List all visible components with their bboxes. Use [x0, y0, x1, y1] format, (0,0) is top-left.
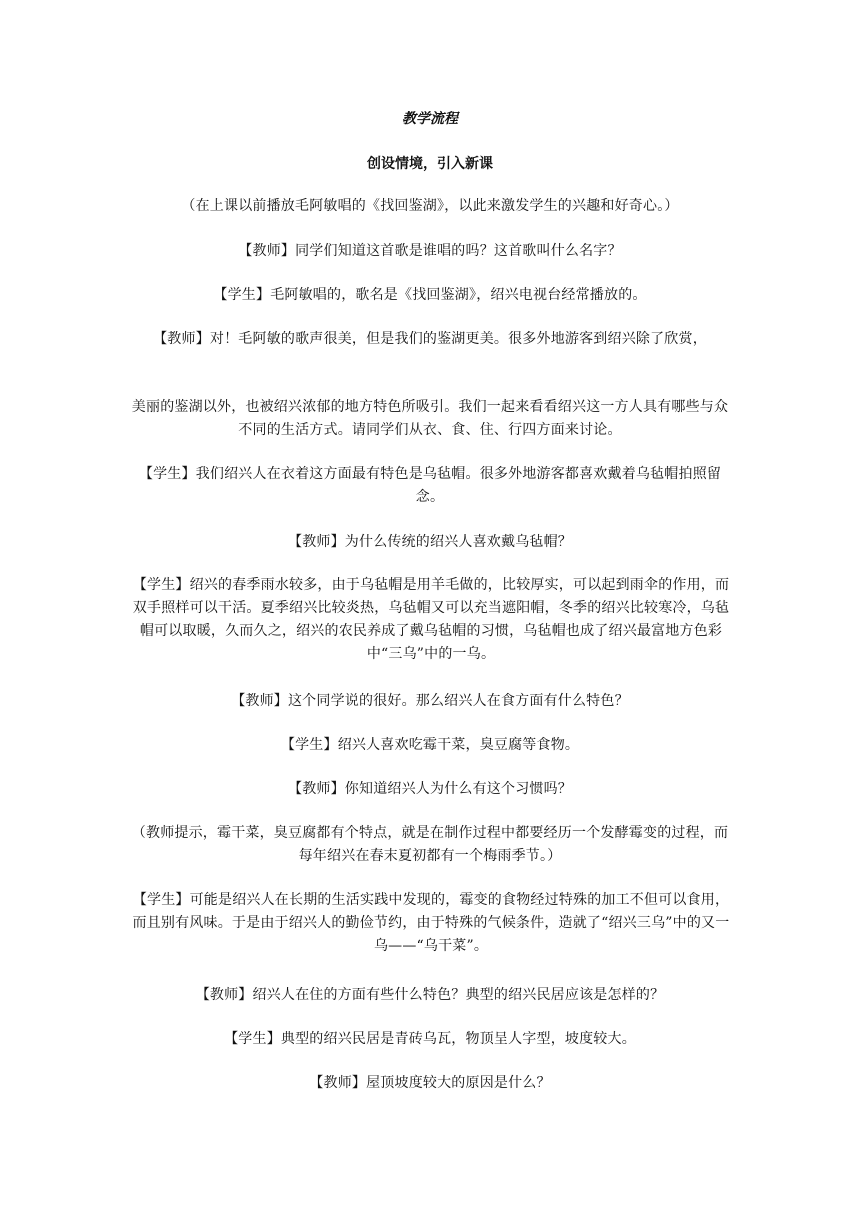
paragraph-teacher-2: 【教师】对！毛阿敏的歌声很美，但是我们的鉴湖更美。很多外地游客到绍兴除了欣赏， [153, 331, 707, 347]
paragraph-teacher-4: 【教师】这个同学说的很好。那么绍兴人在食方面有什么特色？ [231, 693, 629, 709]
paragraph-teacher-6: 【教师】绍兴人在住的方面有些什么特色？典型的绍兴民居应该是怎样的？ [195, 987, 665, 1003]
paragraph-teacher-7: 【教师】屋顶坡度较大的原因是什么？ [309, 1075, 551, 1091]
paragraph-student-1: 【学生】毛阿敏唱的，歌名是《找回鉴湖》，绍兴电视台经常播放的。 [213, 287, 647, 303]
paragraph-student-3: 【学生】绍兴的春季雨水较多，由于乌毡帽是用羊毛做的，比较厚实，可以起到雨伞的作用，而双手照样可以干活。夏季绍兴比较炎热，乌毡帽又可以充当遮阳帽，冬季的绍兴比较寒冷，乌毡帽可以取暖，久而久之，绍兴的农民养成了戴乌毡帽的习惯，乌毡帽也成了绍兴最富地方色彩中“三乌”中的一乌。 [132, 577, 730, 662]
paragraph-teacher-1: 【教师】同学们知道这首歌是谁唱的吗？这首歌叫什么名字？ [238, 243, 622, 259]
paragraph-intro-note: （在上课以前播放毛阿敏唱的《找回鉴湖》，以此来激发学生的兴趣和好奇心。） [181, 198, 679, 214]
paragraph-teacher-5: 【教师】你知道绍兴人为什么有这个习惯吗？ [288, 781, 572, 797]
paragraph-student-2: 【学生】我们绍兴人在衣着这方面最有特色是乌毡帽。很多外地游客都喜欢戴着乌毡帽拍照留念。 [138, 466, 722, 505]
section-heading: 创设情境，引入新课 [367, 156, 493, 172]
paragraph-student-5: 【学生】可能是绍兴人在长期的生活实践中发现的，霉变的食物经过特殊的加工不但可以食用，而且别有风味。于是由于绍兴人的勤俭节约，由于特殊的气候条件，造就了“绍兴三乌”中的又一乌——“乌干菜”。 [132, 892, 730, 954]
paragraph-student-4: 【学生】绍兴人喜欢吃霉干菜，臭豆腐等食物。 [280, 737, 580, 753]
document-title: 教学流程 [402, 111, 458, 127]
paragraph-student-6: 【学生】典型的绍兴民居是青砖乌瓦，物顶呈人字型，坡度较大。 [224, 1031, 636, 1047]
paragraph-teacher-hint: （教师提示，霉干菜，臭豆腐都有个特点，就是在制作过程中都要经历一个发酵霉变的过程，而每年绍兴在春末夏初都有一个梅雨季节。） [131, 825, 729, 864]
paragraph-teacher-2-cont: 美丽的鉴湖以外，也被绍兴浓郁的地方特色所吸引。我们一起来看看绍兴这一方人具有哪些与众不同的生活方式。请同学们从衣、食、住、行四方面来讨论。 [131, 399, 729, 438]
paragraph-teacher-3: 【教师】为什么传统的绍兴人喜欢戴乌毡帽？ [288, 534, 572, 550]
